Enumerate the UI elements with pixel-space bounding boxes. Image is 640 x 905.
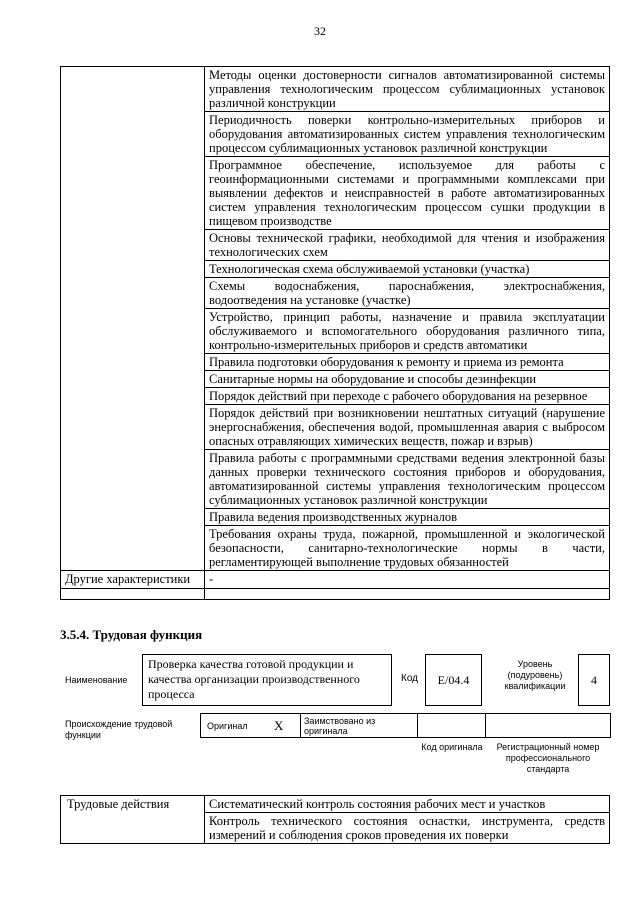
- knowledge-item: Правила ведения производственных журналов: [205, 509, 610, 526]
- code-original-caption: Код оригинала: [421, 742, 483, 752]
- table-row: [61, 67, 610, 112]
- labor-actions-table: [60, 795, 610, 844]
- function-code: E/04.4: [425, 654, 482, 706]
- labor-action-item: Контроль технического состояния оснастки, инструмента, средств измерений и соблюдения сроков проведения их поверки: [205, 813, 610, 844]
- knowledge-item: Порядок действий при возникновении нештатных ситуаций (нарушение энергоснабжения, обеспечения водой, промышленная авария с выбросом опасных отравляющих химических веществ, пожар и взрыв): [205, 405, 610, 450]
- table-row: [201, 714, 611, 738]
- knowledge-item: Методы оценки достоверности сигналов автоматизированной системы управления технологическим процессом сублимационных установок различной конструкции: [205, 67, 610, 112]
- table-row: [61, 796, 610, 813]
- code-label: Код: [401, 673, 419, 684]
- knowledge-item: Порядок действий при переходе с рабочего оборудования на резервное: [205, 388, 610, 405]
- labor-action-item: Систематический контроль состояния рабочих мест и участков: [205, 796, 610, 813]
- knowledge-item: Основы технической графики, необходимой для чтения и изображения технологических схем: [205, 230, 610, 261]
- other-characteristics-label: Другие характеристики: [61, 571, 205, 589]
- origin-original: Оригинал: [201, 714, 258, 738]
- qualification-level: 4: [578, 654, 610, 706]
- level-label: Уровень (подуровень) квалификации: [504, 659, 566, 691]
- knowledge-item: Требования охраны труда, пожарной, промышленной и экологической безопасности, санитарно-технологические нормы в части, регламентирующей выполнение трудовых обязанностей: [205, 526, 610, 571]
- page-number: 32: [314, 24, 326, 38]
- knowledge-item: Программное обеспечение, используемое для работы с геоинформационными системами и программными комплексами при выявлении дефектов и неисправностей в работе автоматизированных систем управления технологическим процессом сушки продукции в пищевом производстве: [205, 157, 610, 230]
- function-name-label: Наименование: [65, 675, 128, 685]
- knowledge-item: Правила работы с программными средствами ведения электронной базы данных проверки технического состояния приборов и оборудования, автоматизированной системы управления технологическим процессом сублимационных установок различной конструкции: [205, 450, 610, 509]
- knowledge-item: Периодичность поверки контрольно-измерительных приборов и оборудования автоматизированных систем управления технологическим процессом сублимационных установок различной конструкции: [205, 112, 610, 157]
- labor-actions-label: Трудовые действия: [61, 796, 205, 844]
- origin-table: [200, 713, 611, 738]
- section-title: 3.5.4. Трудовая функция: [60, 627, 203, 642]
- table-row: [61, 589, 610, 600]
- knowledge-item: Санитарные нормы на оборудование и способы дезинфекции: [205, 371, 610, 388]
- required-knowledge-table: [60, 66, 610, 600]
- reg-number-caption: Регистрационный номер профессионального стандарта: [496, 742, 600, 774]
- knowledge-item: Схемы водоснабжения, пароснабжения, электроснабжения, водоотведения на установке (участке): [205, 278, 610, 309]
- origin-mark: X: [258, 714, 301, 738]
- function-name: Проверка качества готовой продукции и качества организации производственного процесса: [142, 654, 392, 706]
- knowledge-item: Правила подготовки оборудования к ремонту и приема из ремонта: [205, 354, 610, 371]
- knowledge-item: Технологическая схема обслуживаемой установки (участка): [205, 261, 610, 278]
- knowledge-item: Устройство, принцип работы, назначение и правила эксплуатации обслуживаемого и вспомогательного оборудования различного типа, контрольно-измерительных приборов и средств автоматики: [205, 309, 610, 354]
- other-characteristics-value: -: [205, 571, 610, 589]
- table-row: [61, 571, 610, 589]
- origin-borrowed: Заимствовано из оригинала: [301, 714, 418, 738]
- origin-label: Происхождение трудовой функции: [65, 719, 173, 740]
